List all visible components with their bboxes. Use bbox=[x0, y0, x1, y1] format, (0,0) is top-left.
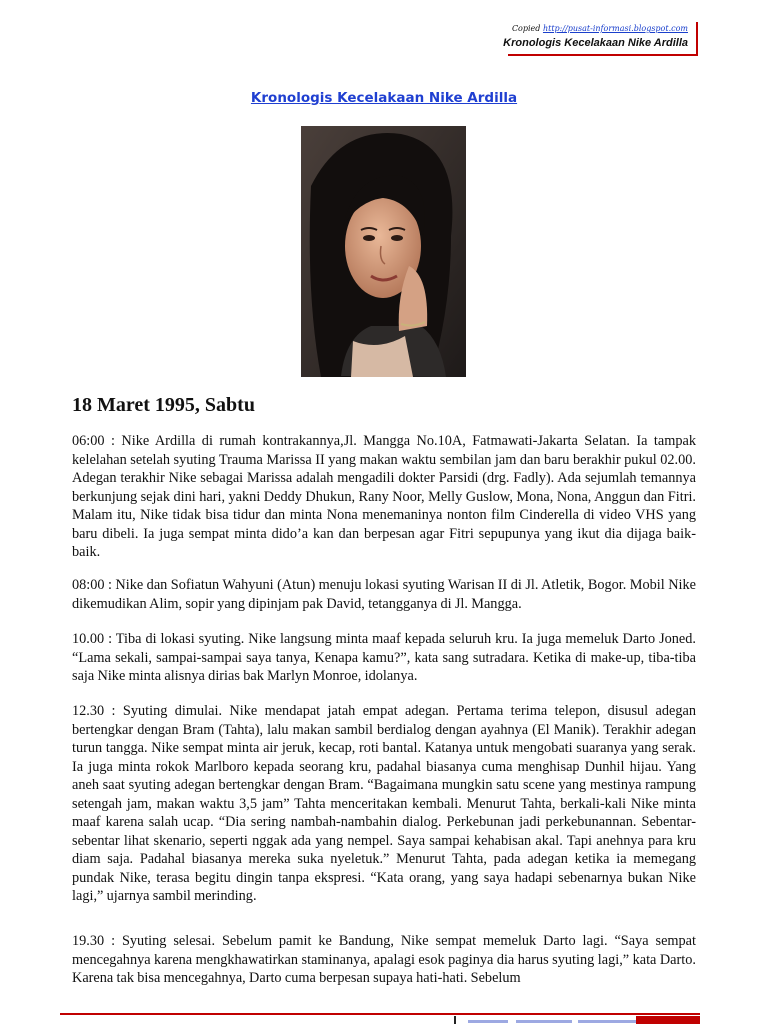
paragraph-0600: 06:00 : Nike Ardilla di rumah kontrakannya,Jl. Mangga No.10A, Fatmawati-Jakarta Selatan. Ia tampak kelelahan setelah syuting Trauma Marissa II yang makan waktu sembilan jam dan baru berakhir pukul 02.00. Adegan terakhir Nike sebagai Marissa adalah mengadili dokter Parsidi (drg. Fadly). Ada sejumlah temannya berkunjung sejak dini hari, yakni Deddy Dhukun, Rany Noor, Melly Guslow, Mona, Nona, Anggun dan Fitri. Malam itu, Nike tidak bisa tidur dan minta Nona menemaninya nonton film Cinderella di video VHS yang baru dibeli. Ia juga sempat minta dido’a kan dan berpesan agar Fitri sepupunya yang ikut dia dijaga baik-baik. bbox=[72, 433, 696, 560]
copied-source-line bbox=[512, 24, 688, 33]
copied-prefix: Copied bbox=[511, 24, 541, 33]
portrait-photo bbox=[301, 126, 466, 377]
document-title[interactable]: Kronologis Kecelakaan Nike Ardilla bbox=[250, 90, 518, 106]
header-title: Kronologis Kecelakaan Nike Ardilla bbox=[503, 37, 688, 49]
paragraph-0800: 08:00 : Nike dan Sofiatun Wahyuni (Atun) menuju lokasi syuting Warisan II di Jl. Atletik, Bogor. Mobil Nike dikemudikan Alim, sopir yang dipinjam pak David, tetangganya di Jl. Mangga. bbox=[72, 577, 696, 612]
copied-url-link[interactable]: http://pusat-informasi.blogspot.com bbox=[542, 24, 688, 33]
page-header bbox=[503, 22, 698, 56]
footer-fragment bbox=[454, 1016, 654, 1024]
paragraph-1000: 10.00 : Tiba di lokasi syuting. Nike langsung minta maaf kepada seluruh kru. Ia juga memeluk Darto Joned. “Lama sekali, sampai-sampai saya tanya, Kenapa kamu?”, kata sang sutradara. Ketika di make-up, tiba-tiba saja Nike minta alisnya dirias bak Marlyn Monroe, idolanya. bbox=[72, 631, 696, 684]
paragraph-1230: 12.30 : Syuting dimulai. Nike mendapat jatah empat adegan. Pertama terima telepon, disusul adegan bertengkar dengan Bram (Tahta), lalu makan sambil berdialog dengan ayahnya (El Manik). Terakhir adegan turun tangga. Nike sempat minta air jeruk, kecap, roti bantal. Katanya untuk mengobati suaranya yang serak. Ia juga minta rokok Marlboro kepada seorang kru, padahal biasanya cuma menghisap Dunhil hijau. Yang aneh saat syuting adegan bertengkar dengan Bram. “Bagaimana mungkin satu scene yang mestinya rampung setengah jam, makan waktu 3,5 jam” Tahta menceritakan kembali. Menurut Tahta, berkali-kali Nike minta maaf karena salah ucap. “Dia sering nambah-nambahin dialog. Perkebunan jadi perkebunannan. Sebentar-sebentar lihat skenario, seperti nggak ada yang nempel. Saya sampai kehabisan akal. Tapi anehnya para kru diam saja. Padahal biasanya mereka suka nyeletuk.” Menurut Tahta, pada adegan ketika ia memegang pundak Nike, terasa begitu dingin tanpa ekspresi. “Kata orang, yang saya hadapi sebenarnya bukan Nike lagi,” ujarnya sambil merinding. bbox=[72, 703, 696, 904]
footer-divider bbox=[60, 1013, 700, 1015]
page-number-tab bbox=[636, 1016, 700, 1024]
section-heading: 18 Maret 1995, Sabtu bbox=[72, 394, 255, 416]
paragraph-1930: 19.30 : Syuting selesai. Sebelum pamit ke Bandung, Nike sempat memeluk Darto lagi. “Saya sempat mencegahnya karena mengkhawatirkan staminanya, apalagi esok paginya dia harus syuting lagi,” kata Darto. Karena tak bisa mencegahnya, Darto cuma berpesan supaya hati-hati. Sebelum bbox=[72, 933, 696, 986]
